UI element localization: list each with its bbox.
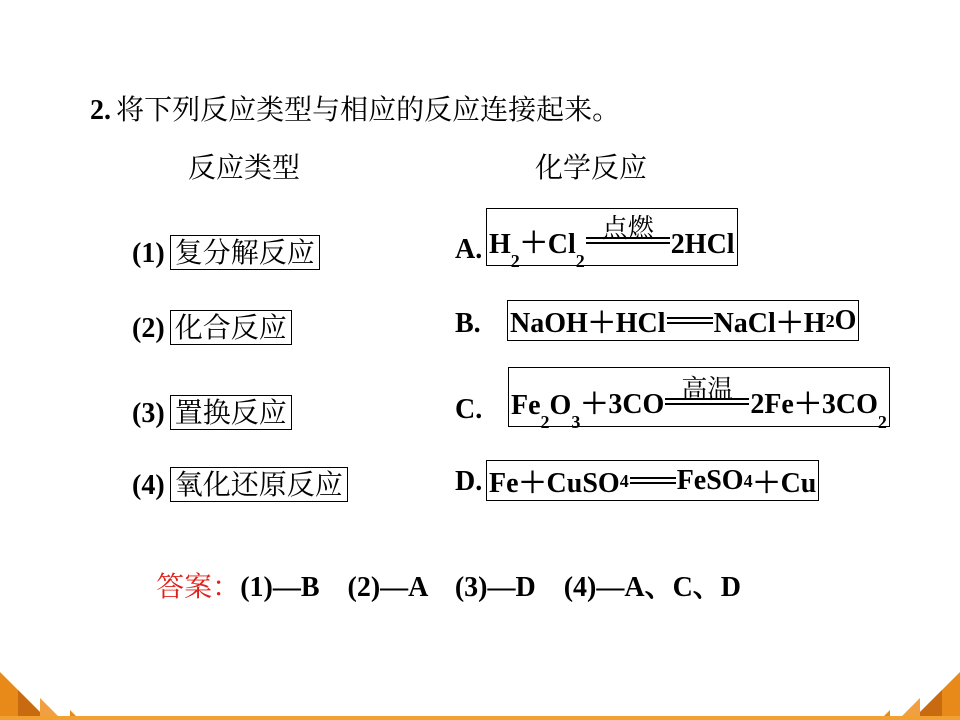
reaction-equals-sign: [630, 477, 676, 484]
type-number: (1): [132, 238, 165, 269]
question-line: [90, 88, 620, 128]
type-label-box: 复分解反应: [170, 235, 320, 270]
reaction-d-box: Fe＋CuSO 4 FeSO 4 ＋Cu: [486, 460, 819, 501]
equals-with-condition: [664, 375, 750, 416]
reaction-letter: C.: [455, 394, 483, 425]
header-chemical-reaction: 化学反应: [535, 151, 648, 184]
type-row-2: [132, 306, 292, 346]
type-row-4: [132, 463, 348, 503]
type-label-box: 置换反应: [170, 395, 292, 430]
decor-bottom-line: [0, 716, 960, 720]
type-row-3: [132, 391, 292, 431]
formula-text: H: [489, 229, 511, 260]
type-number: (4): [132, 470, 165, 501]
reaction-c-box: Fe 2 O 3 ＋3CO 高温 2Fe＋3CO 2: [508, 367, 890, 427]
formula-text: Cl: [547, 229, 576, 260]
reaction-letter: B.: [455, 308, 481, 339]
formula-text: 2Fe＋3CO: [750, 389, 878, 420]
type-row-1: [132, 231, 320, 271]
reaction-b-box: NaOH＋HCl NaCl＋H 2 O: [507, 300, 859, 341]
reaction-row-c: [455, 394, 482, 426]
reaction-row-a: [455, 234, 482, 266]
formula-text: 2HCl: [670, 229, 735, 260]
question-number-sep: .: [104, 95, 111, 126]
answer-line: [146, 546, 741, 605]
answer-label: 答案：: [156, 570, 241, 603]
reaction-row-b: [455, 308, 481, 340]
reaction-a-box: H 2 ＋ Cl 2 点燃 2HCl: [486, 208, 738, 266]
formula-text: FeSO: [676, 464, 744, 496]
type-number: (2): [132, 313, 165, 344]
reaction-equals-sign: [667, 317, 713, 324]
formula-text: NaCl＋H: [713, 307, 826, 339]
condition-text: 点燃: [601, 214, 654, 244]
type-label-box: 氧化还原反应: [170, 467, 348, 502]
answer-text: (1)—B (2)—A (3)—D (4)—A、C、D: [240, 572, 742, 603]
reaction-letter: A.: [455, 234, 483, 265]
type-number: (3): [132, 398, 165, 429]
equals-with-condition: [585, 214, 671, 255]
formula-text: ＋Cu: [752, 467, 817, 499]
type-label-box: 化合反应: [170, 310, 292, 345]
header-reaction-type: 反应类型: [188, 151, 301, 184]
formula-text: Fe＋CuSO: [489, 467, 620, 499]
reaction-row-d: [455, 466, 482, 498]
formula-text: NaOH＋HCl: [510, 307, 666, 339]
question-text: 将下列反应类型与相应的反应连接起来。: [116, 93, 621, 126]
formula-text: O: [834, 304, 857, 336]
formula-text: Fe: [511, 390, 541, 421]
formula-text: O: [549, 390, 572, 421]
plus-sign: ＋: [519, 228, 548, 259]
reaction-letter: D.: [455, 466, 483, 497]
condition-text: 高温: [681, 375, 734, 405]
decor-corner-left: [0, 660, 110, 720]
decor-corner-right: [850, 660, 960, 720]
question-number: 2: [90, 95, 104, 126]
formula-text: ＋3CO: [580, 389, 665, 420]
